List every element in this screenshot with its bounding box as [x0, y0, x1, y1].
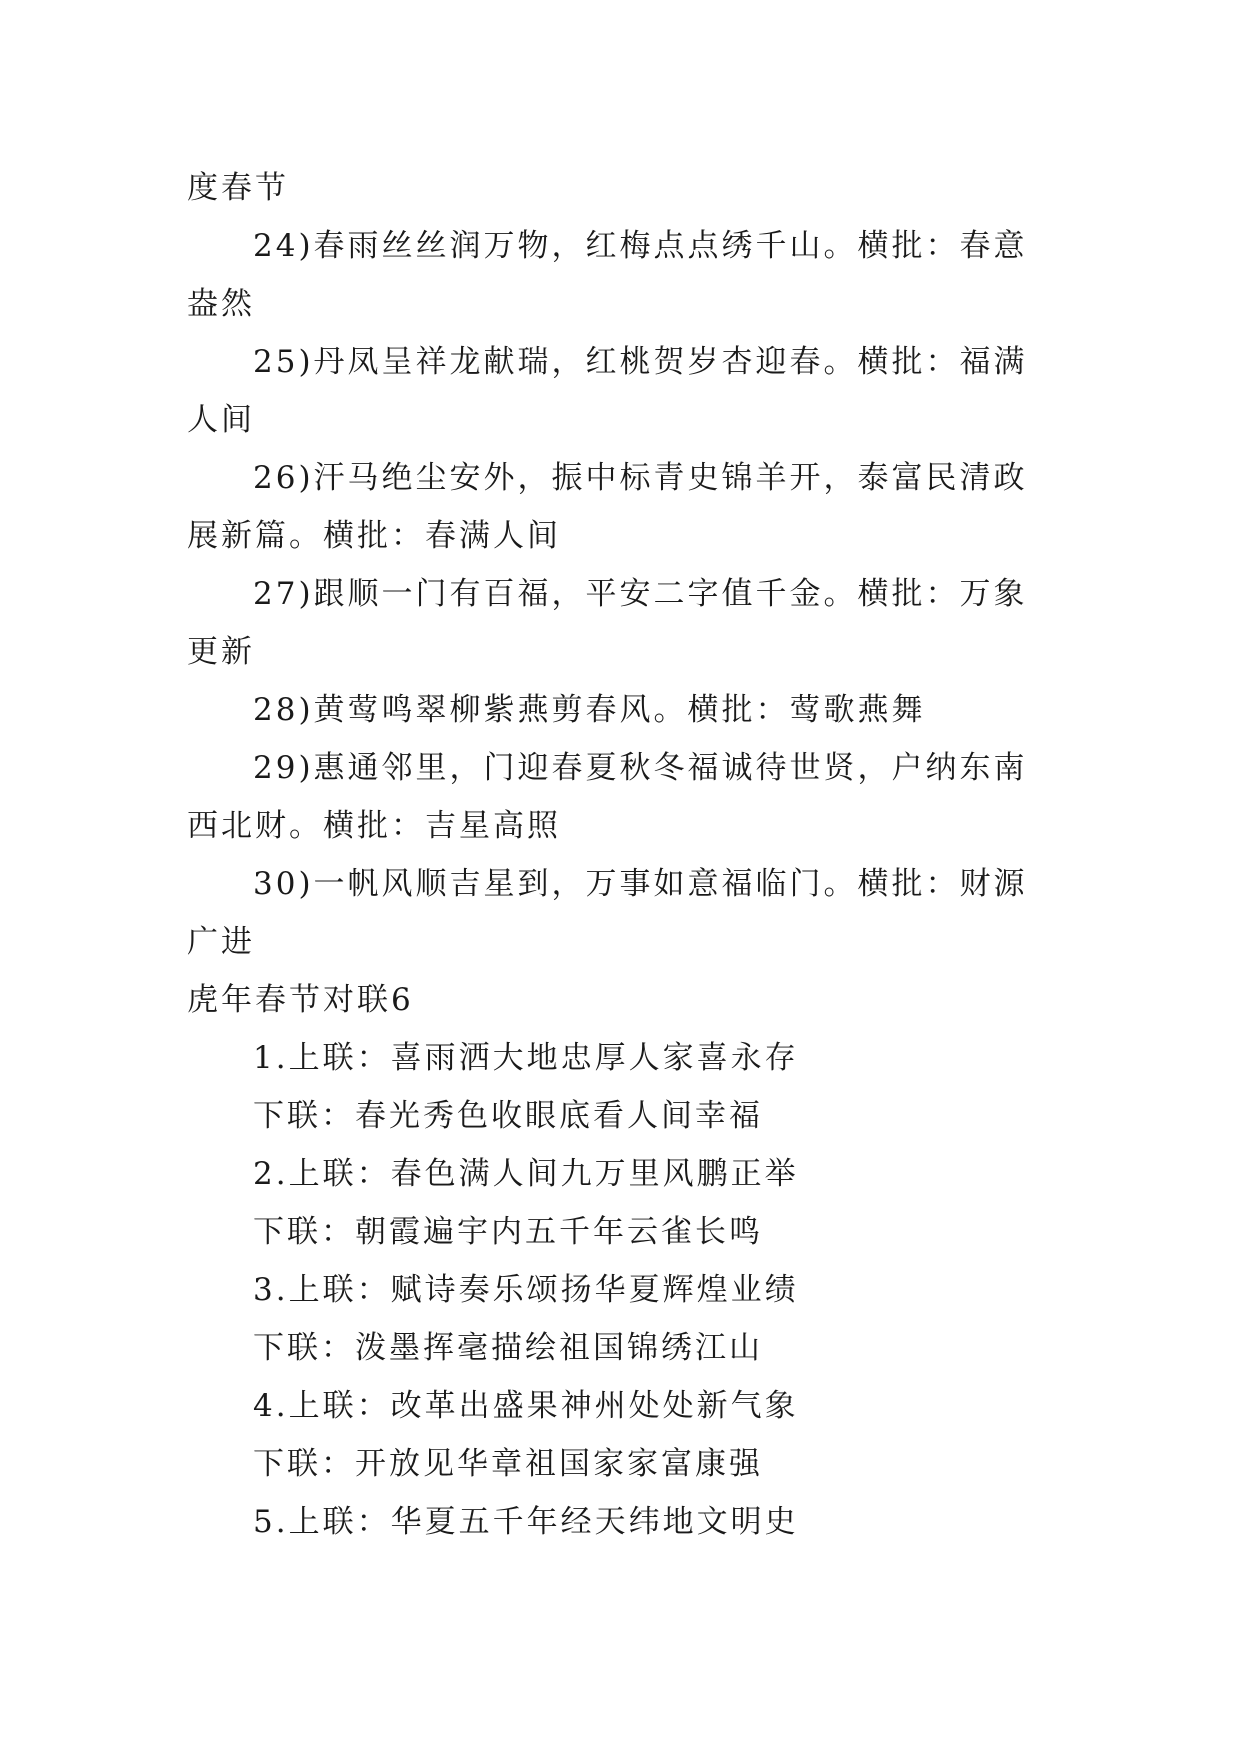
paragraph: 29)惠通邻里，门迎春夏秋冬福诚待世贤，户纳东南西北财。横批：吉星高照 [187, 750, 1028, 844]
paragraph: 1.上联：喜雨洒大地忠厚人家喜永存 [253, 1040, 799, 1076]
paragraph: 度春节 [187, 170, 289, 206]
paragraph: 下联：泼墨挥毫描绘祖国锦绣江山 [253, 1330, 763, 1366]
paragraph: 下联：朝霞遍宇内五千年云雀长鸣 [253, 1214, 763, 1250]
paragraph: 3.上联：赋诗奏乐颂扬华夏辉煌业绩 [253, 1272, 799, 1308]
paragraph: 4.上联：改革出盛果神州处处新气象 [253, 1388, 799, 1424]
paragraph: 下联：开放见华章祖国家家富康强 [253, 1446, 763, 1482]
paragraph: 26)汗马绝尘安外，振中标青史锦羊开，泰富民清政展新篇。横批：春满人间 [187, 460, 1028, 554]
paragraph: 2.上联：春色满人间九万里风鹏正举 [253, 1156, 799, 1192]
document-body [187, 159, 1057, 1551]
paragraph: 下联：春光秀色收眼底看人间幸福 [253, 1098, 763, 1134]
paragraph: 27)跟顺一门有百福，平安二字值千金。横批：万象更新 [187, 576, 1028, 670]
paragraph: 24)春雨丝丝润万物，红梅点点绣千山。横批：春意盎然 [187, 228, 1028, 322]
paragraph: 28)黄莺鸣翠柳紫燕剪春风。横批：莺歌燕舞 [253, 692, 926, 728]
paragraph: 5.上联：华夏五千年经天纬地文明史 [253, 1504, 799, 1540]
paragraph: 25)丹凤呈祥龙献瑞，红桃贺岁杏迎春。横批：福满人间 [187, 344, 1028, 438]
section-heading: 虎年春节对联6 [187, 982, 414, 1018]
paragraph: 30)一帆风顺吉星到，万事如意福临门。横批：财源广进 [187, 866, 1028, 960]
